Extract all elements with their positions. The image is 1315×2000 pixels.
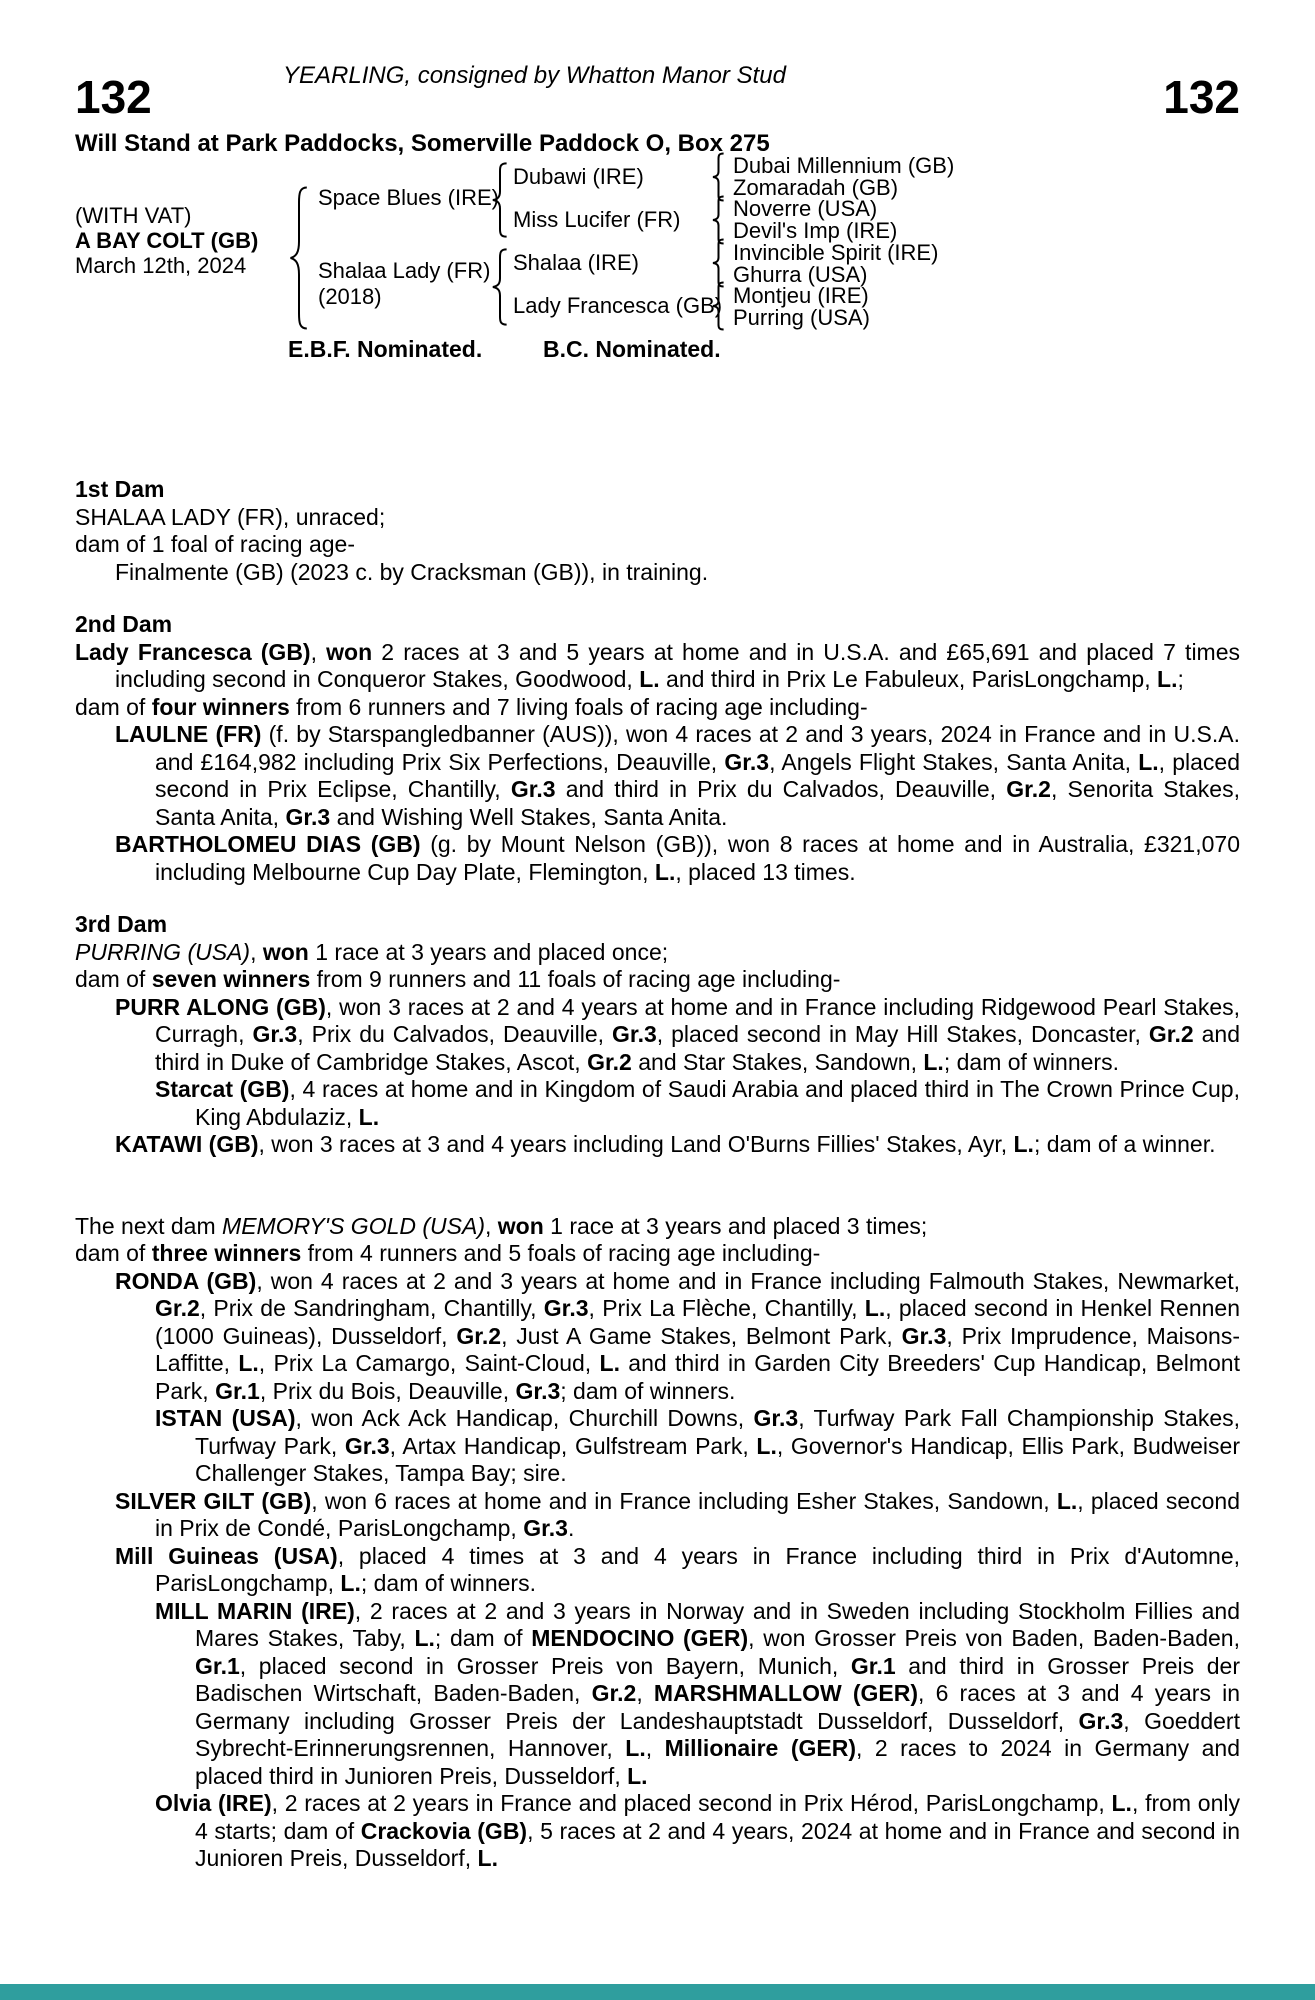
- text-segment: SHALAA LADY (FR), unraced;: [75, 503, 386, 530]
- text-segment: Gr.3: [285, 803, 331, 830]
- text-segment: , 2 races at 2 years in France and placed second in Prix Hérod, ParisLongchamp,: [271, 1790, 1112, 1816]
- text-segment: ,: [636, 1680, 654, 1706]
- text-segment: L.: [358, 1103, 380, 1130]
- text-paragraph: [75, 911, 1240, 939]
- bc-nominated-label: B.C. Nominated.: [543, 336, 721, 362]
- text-segment: L.: [1157, 666, 1178, 692]
- text-segment: and Star Stakes, Sandown,: [631, 1048, 924, 1075]
- footer-accent-bar: [0, 1984, 1315, 2000]
- lot-number-right: 132: [1163, 71, 1240, 123]
- text-segment: , Turfway Park Fall Championship Stakes, Turfway Park,: [195, 1405, 1240, 1459]
- gen3-name-5: Invincible Spirit (IRE): [733, 240, 939, 265]
- text-segment: (g. by Mount Nelson (GB)), won 8 races at home and in Australia, £321,070 including Melbourne Cup Day Plate, Flemington,: [155, 831, 1240, 885]
- granddam2-name: Lady Francesca (GB): [513, 293, 723, 318]
- text-segment: ISTAN (USA): [155, 1405, 296, 1431]
- text-segment: , Prix du Calvados, Deauville,: [297, 1021, 612, 1047]
- text-segment: and third in Prix Le Fabuleux, ParisLongchamp,: [659, 666, 1158, 692]
- text-segment: ; dam of winners.: [360, 1570, 536, 1596]
- text-segment: from 4 runners and 5 foals of racing age including-: [301, 1240, 821, 1266]
- text-segment: , won 3 races at 3 and 4 years including Land O'Burns Fillies' Stakes, Ayr,: [258, 1131, 1014, 1157]
- with-vat-note: (WITH VAT): [75, 203, 192, 228]
- text-segment: L.: [477, 1845, 498, 1871]
- text-segment: L.: [340, 1570, 361, 1596]
- catalogue-section: [75, 476, 1240, 586]
- text-segment: 1 race at 3 years and placed once;: [308, 938, 669, 965]
- text-segment: , 2 races to 2024 in Germany and placed third in Junioren Preis, Dusseldorf,: [195, 1735, 1240, 1789]
- catalogue-section: [75, 611, 1240, 886]
- text-segment: (f. by Starspangledbanner (AUS)), won 4 races at 2 and 3 years, 2024 in France and in U.S.A. and £164,982 including Prix Six Perfections, Deauville,: [155, 721, 1240, 775]
- text-segment: Gr.3: [1078, 1707, 1124, 1734]
- text-paragraph: [75, 639, 1240, 694]
- text-segment: Finalmente (GB) (2023 c. by Cracksman (GB)), in training.: [115, 558, 709, 585]
- text-segment: L.: [864, 1295, 886, 1321]
- text-segment: MARSHMALLOW (GER): [653, 1680, 919, 1706]
- text-segment: ; dam of a winner.: [1033, 1131, 1216, 1157]
- text-paragraph: [75, 1488, 1240, 1543]
- text-segment: , won 6 races at home and in France including Esher Stakes, Sandown,: [311, 1487, 1057, 1514]
- gen3-name-8: Purring (USA): [733, 305, 870, 330]
- text-segment: RONDA (GB): [115, 1267, 257, 1294]
- text-segment: BARTHOLOMEU DIAS (GB): [115, 831, 421, 857]
- text-segment: Gr.1: [850, 1652, 896, 1679]
- text-paragraph: [75, 1240, 1240, 1268]
- text-segment: , 2 races at 2 and 3 years in Norway and in Sweden including Stockholm Fillies and Mares Stakes, Taby,: [195, 1597, 1240, 1651]
- foaling-date: March 12th, 2024: [75, 253, 247, 278]
- text-paragraph: [75, 1543, 1240, 1598]
- gen3-name-6: Ghurra (USA): [733, 262, 868, 287]
- text-segment: 2nd Dam: [75, 611, 173, 637]
- text-segment: , won Ack Ack Handicap, Churchill Downs,: [295, 1405, 754, 1431]
- text-segment: The next dam: [75, 1212, 223, 1239]
- text-segment: 1st Dam: [75, 476, 165, 502]
- text-segment: 3rd Dam: [75, 911, 168, 937]
- text-segment: Gr.2: [155, 1295, 200, 1321]
- text-segment: , Prix La Flèche, Chantilly,: [588, 1295, 865, 1321]
- text-segment: L.: [599, 1350, 620, 1376]
- text-paragraph: [75, 559, 1240, 587]
- text-segment: Gr.2: [1006, 776, 1051, 802]
- text-segment: , won 4 races at 2 and 3 years at home and in France including Falmouth Stakes, Newmarket,: [256, 1267, 1241, 1294]
- catalogue-section: [75, 911, 1240, 1159]
- text-segment: L.: [414, 1625, 435, 1651]
- text-segment: from 6 runners and 7 living foals of racing age including-: [289, 693, 868, 720]
- text-segment: , won Grosser Preis von Baden, Baden-Baden,: [748, 1625, 1240, 1651]
- text-paragraph: [75, 476, 1240, 504]
- text-segment: Gr.3: [753, 1405, 799, 1431]
- text-segment: , 6 races at 3 and 4 years in Germany including Grosser Preis der Landeshauptstadt Dusseldorf, Dusseldorf,: [195, 1680, 1241, 1734]
- text-segment: 2 races at 3 and 5 years at home and in U.S.A. and £65,691 and placed 7 times including second in Conqueror Stakes, Goodwood,: [115, 638, 1241, 692]
- gen3-name-3: Noverre (USA): [733, 196, 878, 221]
- catalogue-section: [75, 1213, 1240, 1873]
- text-paragraph: [75, 1598, 1240, 1791]
- text-segment: Gr.1: [215, 1377, 260, 1404]
- text-segment: , Prix de Sandringham, Chantilly,: [199, 1295, 544, 1321]
- text-segment: L.: [639, 666, 660, 692]
- text-segment: LAULNE (FR): [115, 721, 262, 747]
- text-segment: , Senorita Stakes, Santa Anita,: [155, 776, 1240, 830]
- text-paragraph: [75, 1268, 1240, 1406]
- text-segment: Gr.3: [515, 1377, 561, 1404]
- text-paragraph: [75, 1790, 1240, 1873]
- text-paragraph: [75, 1405, 1240, 1488]
- dam-name: Shalaa Lady (FR): [318, 258, 491, 283]
- text-segment: L.: [923, 1048, 944, 1075]
- text-segment: won: [262, 938, 309, 965]
- text-segment: MENDOCINO (GER): [531, 1625, 749, 1651]
- text-segment: Crackovia (GB): [360, 1817, 528, 1844]
- text-segment: and third in Garden City Breeders' Cup Handicap, Belmont Park,: [155, 1350, 1240, 1404]
- text-segment: L.: [625, 1735, 646, 1761]
- text-segment: , Prix La Camargo, Saint-Cloud,: [258, 1350, 600, 1376]
- grandsire-name: Dubawi (IRE): [513, 164, 644, 189]
- text-segment: Gr.3: [543, 1295, 589, 1321]
- text-segment: seven winners: [151, 966, 311, 992]
- text-segment: L.: [627, 1762, 648, 1789]
- text-segment: three winners: [151, 1240, 302, 1266]
- text-paragraph: [75, 831, 1240, 886]
- consignor-line: YEARLING, consigned by Whatton Manor Stud: [283, 62, 786, 89]
- sire-name: Space Blues (IRE): [318, 185, 499, 210]
- text-segment: Gr.3: [523, 1515, 568, 1541]
- text-segment: , Prix Imprudence, Maisons-Laffitte,: [155, 1322, 1240, 1376]
- text-segment: ,: [484, 1212, 498, 1239]
- text-segment: ,: [645, 1735, 665, 1761]
- text-segment: Gr.3: [344, 1432, 390, 1459]
- text-segment: and Wishing Well Stakes, Santa Anita.: [330, 803, 728, 830]
- text-segment: 1 race at 3 years and placed 3 times;: [543, 1212, 928, 1239]
- text-paragraph: [75, 694, 1240, 722]
- gen3-name-7: Montjeu (IRE): [733, 283, 869, 308]
- text-segment: ;: [1177, 666, 1184, 692]
- text-segment: L.: [756, 1432, 777, 1459]
- text-segment: , Angels Flight Stakes, Santa Anita,: [769, 748, 1139, 775]
- text-segment: Starcat (GB): [155, 1076, 290, 1102]
- text-segment: L.: [1138, 748, 1159, 775]
- text-segment: MILL MARIN (IRE): [155, 1597, 355, 1624]
- text-paragraph: [75, 721, 1240, 831]
- text-segment: .: [567, 1515, 575, 1541]
- text-segment: L.: [238, 1350, 259, 1376]
- text-segment: Millionaire (GER): [664, 1735, 856, 1761]
- stand-location-line: Will Stand at Park Paddocks, Somerville Paddock O, Box 275: [75, 130, 770, 157]
- text-segment: Gr.3: [901, 1322, 947, 1349]
- dam-year: (2018): [318, 284, 382, 309]
- text-segment: KATAWI (GB): [115, 1131, 259, 1157]
- text-segment: , won 3 races at 2 and 4 years at home and in France including Ridgewood Pearl Stakes, Curragh,: [155, 993, 1241, 1047]
- text-segment: SILVER GILT (GB): [115, 1487, 312, 1514]
- text-segment: and third in Prix du Calvados, Deauville,: [555, 776, 1007, 802]
- gen3-name-2: Zomaradah (GB): [733, 175, 899, 200]
- text-paragraph: [75, 994, 1240, 1077]
- text-segment: Gr.3: [252, 1021, 298, 1047]
- text-segment: L.: [654, 858, 676, 885]
- text-segment: , placed second in Grosser Preis von Bayern, Munich,: [239, 1652, 851, 1679]
- text-segment: Lady Francesca (GB): [75, 638, 311, 665]
- text-paragraph: [75, 1131, 1240, 1159]
- text-segment: ; dam of winners.: [943, 1048, 1119, 1075]
- text-segment: , placed second in May Hill Stakes, Doncaster,: [656, 1021, 1149, 1047]
- lot-number-left: 132: [75, 71, 152, 123]
- text-segment: PURR ALONG (GB): [115, 993, 326, 1020]
- text-segment: ; dam of: [434, 1625, 532, 1651]
- text-segment: Gr.3: [612, 1021, 657, 1047]
- text-segment: , from only 4 starts; dam of: [195, 1790, 1240, 1844]
- text-segment: , placed second in Prix de Condé, ParisLongchamp,: [155, 1487, 1240, 1541]
- text-segment: L.: [1013, 1131, 1034, 1157]
- granddam-name: Miss Lucifer (FR): [513, 207, 681, 232]
- text-segment: Gr.2: [591, 1680, 637, 1706]
- text-paragraph: [75, 966, 1240, 994]
- text-segment: ; dam of winners.: [560, 1377, 736, 1404]
- text-segment: PURRING (USA): [75, 938, 251, 965]
- text-segment: , 4 races at home and in Kingdom of Saudi Arabia and placed third in The Crown Prince Cup, King Abdulaziz,: [195, 1076, 1240, 1130]
- text-segment: four winners: [151, 693, 290, 720]
- text-segment: , Just A Game Stakes, Belmont Park,: [501, 1322, 902, 1349]
- subject-name: A BAY COLT (GB): [75, 228, 259, 253]
- text-segment: L.: [1111, 1790, 1132, 1816]
- pedigree-brace-gen1: [286, 183, 312, 333]
- text-segment: , 5 races at 2 and 4 years, 2024 at home and in France and second in Junioren Preis, Dusseldorf,: [195, 1817, 1240, 1871]
- pedigree-brace-gen3-4: [710, 281, 727, 331]
- text-paragraph: [75, 504, 1240, 532]
- text-segment: from 9 runners and 11 foals of racing age including-: [310, 966, 841, 992]
- text-segment: and third in Duke of Cambridge Stakes, Ascot,: [155, 1021, 1241, 1075]
- text-segment: and third in Grosser Preis der Badischen Wirtschaft, Baden-Baden,: [195, 1652, 1240, 1706]
- text-segment: Mill Guineas (USA): [115, 1542, 338, 1569]
- text-paragraph: [75, 1213, 1240, 1241]
- text-segment: won: [497, 1212, 544, 1239]
- text-segment: Gr.2: [456, 1322, 502, 1349]
- text-segment: dam of: [75, 966, 152, 992]
- text-paragraph: [75, 611, 1240, 639]
- text-segment: ,: [310, 638, 327, 665]
- pedigree-brace-dam: [489, 247, 511, 327]
- text-paragraph: [75, 939, 1240, 967]
- text-segment: dam of: [75, 1240, 152, 1266]
- ebf-nominated-label: E.B.F. Nominated.: [288, 336, 483, 362]
- text-segment: dam of 1 foal of racing age-: [75, 531, 355, 557]
- text-segment: , Goeddert Sybrecht-Erinnerungsrennen, Hannover,: [195, 1707, 1240, 1761]
- text-segment: , Prix du Bois, Deauville,: [259, 1377, 516, 1404]
- text-segment: won: [326, 638, 373, 665]
- text-segment: , Artax Handicap, Gulfstream Park,: [389, 1432, 757, 1459]
- text-segment: Gr.2: [587, 1048, 632, 1075]
- text-segment: , placed second in Henkel Rennen (1000 Guineas), Dusseldorf,: [155, 1295, 1240, 1349]
- text-segment: , Governor's Handicap, Ellis Park, Budweiser Challenger Stakes, Tampa Bay; sire.: [195, 1432, 1240, 1486]
- gen3-name-1: Dubai Millennium (GB): [733, 153, 955, 178]
- catalogue-body: [75, 476, 1240, 1873]
- text-segment: ,: [250, 938, 263, 965]
- text-segment: Gr.3: [724, 748, 770, 775]
- pedigree-brace-sire: [489, 161, 511, 239]
- text-segment: MEMORY'S GOLD (USA): [222, 1212, 485, 1239]
- text-segment: Gr.1: [195, 1652, 240, 1679]
- text-segment: , placed second in Prix Eclipse, Chantilly,: [155, 748, 1240, 802]
- text-segment: dam of: [75, 693, 152, 720]
- text-paragraph: [75, 531, 1240, 559]
- text-segment: Gr.2: [1148, 1021, 1194, 1047]
- text-segment: Gr.3: [510, 776, 556, 802]
- text-paragraph: [75, 1076, 1240, 1131]
- text-segment: L.: [1056, 1487, 1078, 1514]
- text-segment: , placed 4 times at 3 and 4 years in France including third in Prix d'Automne, ParisLongchamp,: [155, 1542, 1241, 1596]
- grandsire2-name: Shalaa (IRE): [513, 250, 639, 275]
- gen3-name-4: Devil's Imp (IRE): [733, 218, 898, 243]
- text-segment: , placed 13 times.: [675, 858, 856, 885]
- text-segment: Olvia (IRE): [155, 1790, 272, 1816]
